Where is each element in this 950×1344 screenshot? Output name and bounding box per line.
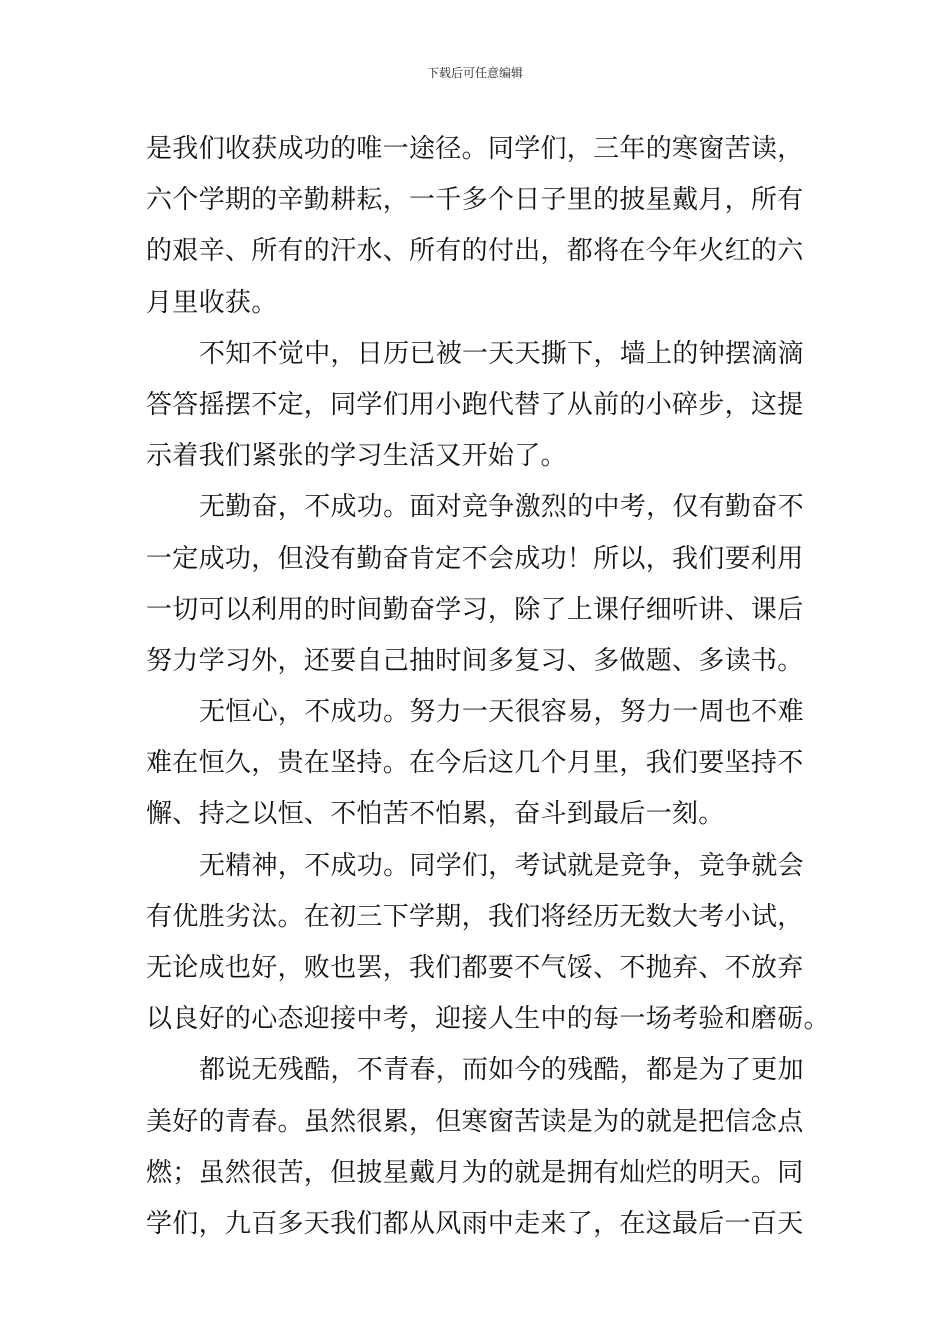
text-line: 无论成也好，败也罢，我们都要不气馁、不抛弃、不放弃: [146, 953, 804, 983]
paragraph-first-line: 都说无残酷，不青春，而如今的残酷，都是为了更加: [199, 1055, 804, 1086]
paragraph-first-line: 不知不觉中，日历已被一天天撕下，墙上的钟摆滴滴: [199, 338, 804, 369]
text-line: 有优胜劣汰。在初三下学期，我们将经历无数大考小试，: [146, 901, 804, 932]
text-line: 难在恒久，贵在坚持。在今后这几个月里，我们要坚持不: [146, 748, 804, 779]
paragraph-first-line: 无恒心，不成功。努力一天很容易，努力一周也不难: [199, 697, 804, 728]
paragraph-first-line: 无精神，不成功。同学们，考试就是竞争，竞争就会: [199, 850, 804, 881]
text-line: 美好的青春。虽然很累，但寒窗苦读是为的就是把信念点: [146, 1106, 804, 1137]
text-line: 燃；虽然很苦，但披星戴月为的就是拥有灿烂的明天。同: [146, 1157, 804, 1188]
text-line: 答答摇摆不定，同学们用小跑代替了从前的小碎步，这提: [146, 389, 804, 420]
text-line: 学们，九百多天我们都从风雨中走来了，在这最后一百天: [146, 1208, 804, 1239]
text-line: 示着我们紧张的学习生活又开始了。: [146, 441, 567, 472]
text-line: 一定成功，但没有勤奋肯定不会成功！所以，我们要利用: [146, 543, 804, 574]
text-line: 六个学期的辛勤耕耘，一千多个日子里的披星戴月，所有: [146, 185, 804, 216]
text-line: 以良好的心态迎接中考，迎接人生中的每一场考验和磨砺。: [146, 1004, 830, 1035]
document-body: [146, 127, 830, 1253]
text-line: 的艰辛、所有的汗水、所有的付出，都将在今年火红的六: [146, 236, 804, 267]
text-line: 懈、持之以恒、不怕苦不怕累，奋斗到最后一刻。: [146, 799, 725, 830]
text-line: 一切可以利用的时间勤奋学习，除了上课仔细听讲、课后: [146, 594, 804, 625]
text-line: 努力学习外，还要自己抽时间多复习、多做题、多读书。: [146, 645, 804, 676]
paragraph-first-line: 无勤奋，不成功。面对竞争激烈的中考，仅有勤奋不: [199, 492, 804, 523]
page-header: 下载后可任意编辑: [426, 66, 523, 80]
text-line: 月里收获。: [146, 287, 278, 318]
text-line: 是我们收获成功的唯一途径。同学们，三年的寒窗苦读，: [146, 134, 804, 164]
